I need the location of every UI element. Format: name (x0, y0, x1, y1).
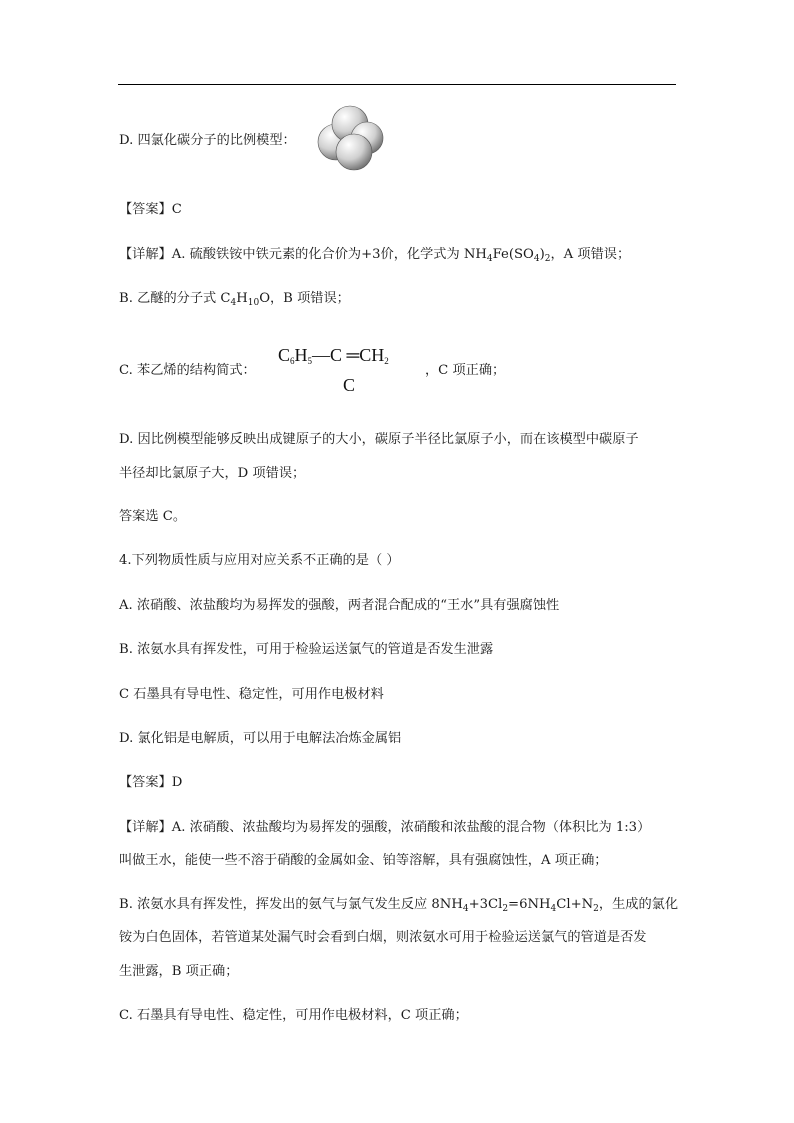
q4-option-a: A. 浓硝酸、浓盐酸均为易挥发的强酸，两者混合配成的“王水”具有强腐蚀性 (119, 598, 560, 613)
detail2-a-line1: 【详解】A. 浓硝酸、浓盐酸均为易挥发的强酸，浓硝酸和浓盐酸的混合物（体积比为 1:3） (119, 820, 651, 835)
d-option-text: D. 四氯化碳分子的比例模型： (119, 133, 296, 148)
detail1-a: 【详解】A. 硫酸铁铵中铁元素的化合价为+3价，化学式为 $NH_4Fe(SO_4)_2$，A 项错误； (119, 247, 631, 264)
detail2-b-line3: 生泄露，B 项正确； (119, 964, 239, 979)
detail1-b: B. 乙醚的分子式 $C_4H_{10}O$，B 项错误； (119, 291, 350, 308)
detail1-d-line2: 半径却比氯原子大，D 项错误； (119, 466, 306, 481)
detail1-d-line1: D. 因比例模型能够反映出成键原子的大小，碳原子半径比氯原子小，而在该模型中碳原子 (119, 432, 639, 447)
answer-label: 【答案】C (119, 202, 182, 217)
answer-select: 答案选 C。 (119, 509, 187, 524)
detail2-b-line1: B. 浓氨水具有挥发性，挥发出的氨气与氯气发生反应 $8NH_4+3Cl_2=6NH_4Cl+N_2$，生成的氯化 (119, 897, 679, 914)
styrene-branch: C (343, 375, 356, 395)
q4-option-d: D. 氯化铝是电解质，可以用于电解法冶炼金属铝 (119, 731, 402, 746)
detail2-b-line2: 铵为白色固体，若管道某处漏气时会看到白烟，则浓氨水可用于检验运送氯气的管道是否发 (119, 930, 647, 945)
detail1-c-result: ，C 项正确； (425, 363, 506, 378)
detail2-c: C. 石墨具有导电性、稳定性，可用作电极材料，C 项正确； (119, 1008, 468, 1023)
styrene-formula: $C_6H_5—C$ $═CH_2$ C (278, 345, 389, 395)
answer2-label: 【答案】D (119, 775, 183, 790)
q4-option-c: C 石墨具有导电性、稳定性，可用作电极材料 (119, 687, 384, 702)
q4-option-b: B. 浓氨水具有挥发性，可用于检验运送氯气的管道是否发生泄露 (119, 642, 494, 657)
ccl4-molecule-icon (312, 104, 384, 172)
header-rule (118, 84, 676, 85)
question-4: 4.下列物质性质与应用对应关系不正确的是（ ） (119, 553, 400, 568)
detail1-c-label: C. 苯乙烯的结构简式： (119, 363, 256, 378)
detail2-a-line2: 叫做王水，能使一些不溶于硝酸的金属如金、铂等溶解，具有强腐蚀性，A 项正确； (119, 853, 608, 868)
